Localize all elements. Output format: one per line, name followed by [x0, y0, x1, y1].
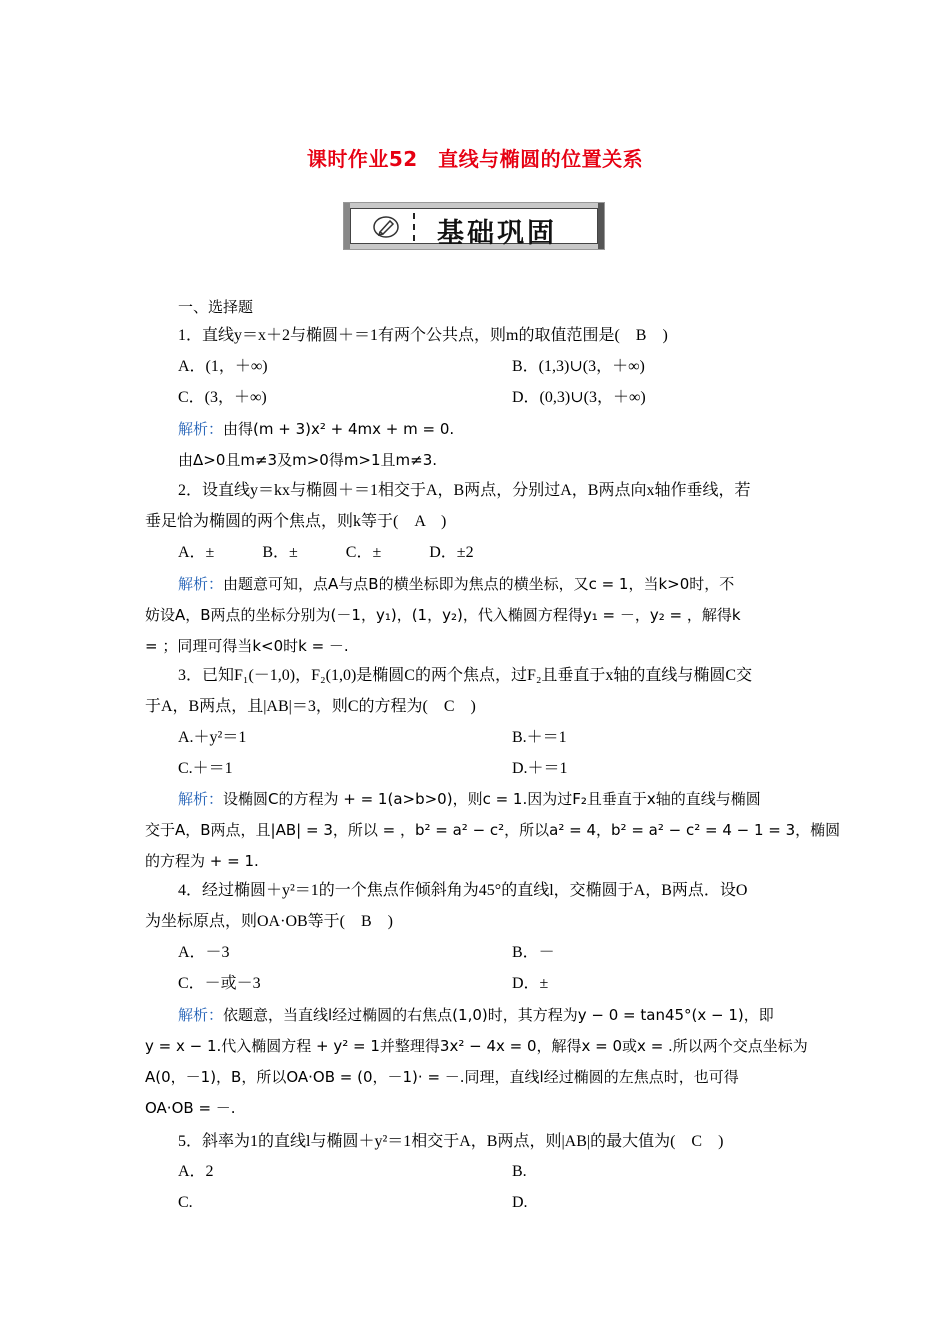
q2-solution-line3: = ；同理可得当k<0时k = －.: [145, 637, 349, 655]
section-banner: [343, 202, 605, 250]
banner-inner: [350, 208, 598, 249]
q1-option-b: B．(1,3)∪(3，＋∞): [512, 358, 645, 375]
q4-option-c: C．－或－3: [178, 975, 261, 992]
q4-option-a: A．－3: [178, 944, 230, 961]
q5-option-c: C.: [178, 1194, 193, 1211]
q4-option-b: B．－: [512, 944, 555, 961]
q2-stem-line1: 2．设直线y＝kx与椭圆＋＝1相交于A，B两点，分别过A，B两点向x轴作垂线，若: [178, 482, 751, 499]
banner-label: 基础巩固: [437, 218, 557, 249]
q4-solution-line1: 解析：依题意，当直线l经过椭圆的右焦点(1,0)时，其方程为y − 0 = tan45°(x − 1)，即: [178, 1006, 774, 1024]
q3-solution-line1: 解析：设椭圆C的方程为 + = 1(a>b>0)，则c = 1.因为过F₂且垂直于x轴的直线与椭圆: [178, 790, 761, 808]
q3-option-b: B.＋＝1: [512, 729, 567, 746]
q3-stem-line2: 于A，B两点，且|AB|＝3，则C的方程为( C ): [145, 698, 476, 715]
q5-option-b: B.: [512, 1163, 527, 1180]
q3-option-d: D.＋＝1: [512, 760, 568, 777]
q4-solution-line3: A(0，－1)，B，所以OA·OB = (0，－1)· = －.同理，直线l经过椭圆的左焦点时，也可得: [145, 1068, 739, 1086]
solution-label: 解析：: [178, 790, 224, 808]
q5-stem: 5．斜率为1的直线l与椭圆＋y²＝1相交于A，B两点，则|AB|的最大值为( C ): [178, 1133, 724, 1150]
q5-option-a: A．2: [178, 1163, 214, 1180]
q1-option-c: C．(3，＋∞): [178, 389, 267, 406]
q1-solution-line1: 解析：由得(m + 3)x² + 4mx + m = 0.: [178, 420, 455, 438]
q4-stem-line1: 4．经过椭圆＋y²＝1的一个焦点作倾斜角为45°的直线l，交椭圆于A，B两点．设O: [178, 882, 748, 899]
q2-options: A．± B．± C．± D．±2: [178, 544, 474, 561]
q4-solution-line4: OA·OB = －.: [145, 1099, 236, 1117]
banner-right-bar: [598, 203, 604, 249]
solution-label: 解析：: [178, 420, 224, 438]
solution-label: 解析：: [178, 575, 224, 593]
q3-solution-line2: 交于A，B两点，且|AB| = 3，所以 = ，b² = a² − c²，所以a² = 4，b² = a² − c² = 4 − 1 = 3，椭圆: [145, 821, 841, 839]
q4-stem-line2: 为坐标原点，则OA·OB等于( B ): [145, 913, 393, 930]
q3-solution-line3: 的方程为 + = 1.: [145, 852, 259, 870]
solution-label: 解析：: [178, 1006, 224, 1024]
q3-option-a: A.＋y²＝1: [178, 729, 247, 746]
q5-option-d: D.: [512, 1194, 528, 1211]
q4-solution-line2: y = x − 1.代入椭圆方程 + y² = 1并整理得3x² − 4x = 0，解得x = 0或x = .所以两个交点坐标为: [145, 1037, 808, 1055]
q3-option-c: C.＋＝1: [178, 760, 233, 777]
q1-option-d: D．(0,3)∪(3，＋∞): [512, 389, 646, 406]
q4-option-d: D．±: [512, 975, 549, 992]
q2-stem-line2: 垂足恰为椭圆的两个焦点，则k等于( A ): [145, 513, 447, 530]
pencil-icon: [373, 215, 399, 239]
q1-stem: 1．直线y＝x＋2与椭圆＋＝1有两个公共点，则m的取值范围是( B ): [178, 327, 668, 344]
page-title: 课时作业52 直线与椭圆的位置关系: [306, 147, 644, 171]
q3-stem-line1: 3．已知F₁(－1,0)，F₂(1,0)是椭圆C的两个焦点，过F₂且垂直于x轴的直线与椭圆C交: [178, 667, 753, 684]
q2-solution-line1: 解析：由题意可知，点A与点B的横坐标即为焦点的横坐标，又c = 1，当k>0时，不: [178, 575, 735, 593]
banner-divider: [413, 213, 415, 241]
section-heading: 一、选择题: [178, 298, 254, 316]
q1-solution-line2: 由Δ>0且m≠3及m>0得m>1且m≠3.: [178, 451, 438, 469]
q2-solution-line2: 妨设A，B两点的坐标分别为(－1，y₁)，(1，y₂)，代入椭圆方程得y₁ = －，y₂ = ，解得k: [145, 606, 741, 624]
q1-option-a: A．(1，＋∞): [178, 358, 268, 375]
